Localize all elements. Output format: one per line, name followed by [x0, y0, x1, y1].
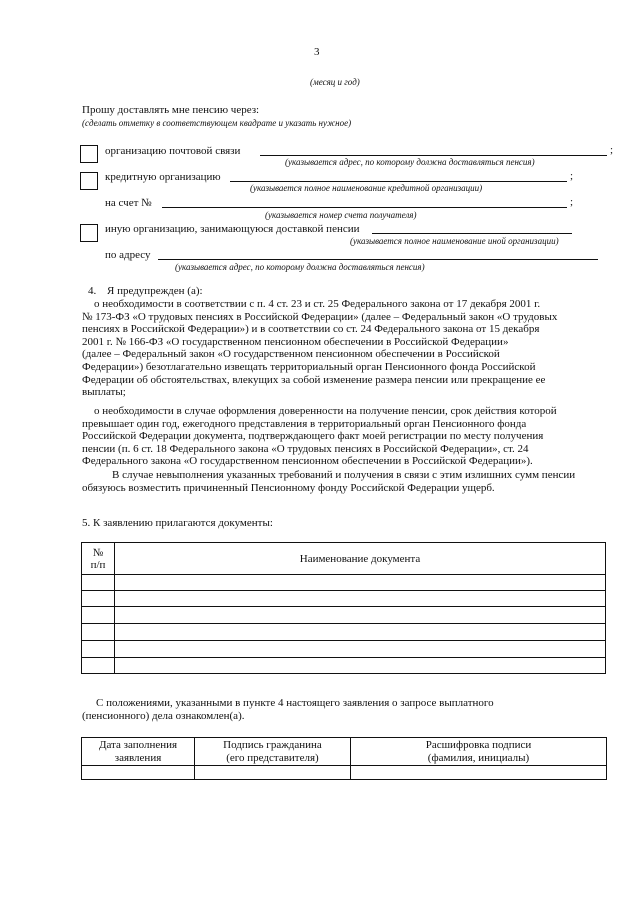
table-row: [82, 641, 606, 658]
col-name-header: Наименование документа: [115, 543, 606, 575]
account-hint: (указывается номер счета получателя): [265, 210, 417, 220]
credit-checkbox[interactable]: [80, 172, 98, 190]
account-semicolon: ;: [570, 196, 574, 208]
row-name-cell[interactable]: [115, 591, 606, 607]
table-row: [82, 575, 606, 591]
name-decoding-header-line1: Расшифровка подписи: [425, 738, 532, 751]
signature-header-line1: Подпись гражданина: [223, 738, 322, 751]
row-name-cell[interactable]: [115, 575, 606, 591]
text-line: пенсии (п. 6 ст. 18 Федерального закона «О трудовых пенсиях в Российской Федерации», ст. 24: [82, 442, 529, 455]
text-line: № 173-ФЗ «О трудовых пенсиях в Российской Федерации» (далее – Федеральный закон «О трудовых: [82, 310, 558, 323]
credit-label: кредитную организацию: [105, 171, 221, 183]
table-row: [82, 591, 606, 607]
signature-header: [195, 738, 351, 766]
acknowledgement: [82, 697, 608, 722]
other-org-checkbox[interactable]: [80, 224, 98, 242]
section4-paragraph1: [82, 298, 608, 399]
row-number-cell[interactable]: [82, 575, 115, 591]
signature-cell[interactable]: [195, 766, 351, 780]
name-decoding-header-line2: (фамилия, инициалы): [427, 751, 530, 764]
row-name-cell[interactable]: [115, 641, 606, 658]
text-line: превышает один год, ежегодного представления в территориальный орган Пенсионного фонда: [82, 417, 527, 430]
row-number-cell[interactable]: [82, 624, 115, 641]
post-address-field[interactable]: [260, 155, 607, 156]
section4-heading: Я предупрежден (а):: [107, 285, 203, 297]
delivery-intro: Прошу доставлять мне пенсию через:: [82, 104, 260, 116]
section5-heading: 5. К заявлению прилагаются документы:: [82, 517, 273, 529]
table-row: [82, 607, 606, 624]
table-row: [82, 624, 606, 641]
row-number-cell[interactable]: [82, 607, 115, 624]
post-label: организацию почтовой связи: [105, 145, 241, 157]
post-semicolon: ;: [610, 144, 614, 156]
credit-org-field[interactable]: [230, 181, 567, 182]
post-hint: (указывается адрес, по которому должна доставляться пенсия): [285, 157, 535, 167]
page-number: 3: [314, 46, 320, 58]
text-line: о необходимости в случае оформления доверенности на получение пенсии, срок действия которой: [94, 405, 557, 417]
signature-header-line2: (его представителя): [226, 751, 319, 764]
row-name-cell[interactable]: [115, 658, 606, 674]
text-line: пенсиях в Российской Федерации») и в соответствии со ст. 24 Федерального закона от 15 декабря: [82, 323, 540, 336]
text-line: 2001 г. № 166-ФЗ «О государственном пенсионном обеспечении в Российской Федерации»: [82, 335, 509, 348]
text-line: обязуюсь возместить причиненный Пенсионному фонду Российской Федерации ущерб.: [82, 481, 495, 494]
credit-hint: (указывается полное наименование кредитной организации): [250, 183, 483, 193]
row-number-cell[interactable]: [82, 641, 115, 658]
text-line: Федерального закона «О государственном пенсионном обеспечении в Российской Федерации»).: [82, 455, 533, 468]
credit-semicolon: ;: [570, 170, 574, 182]
name-decoding-cell[interactable]: [351, 766, 607, 780]
table-row: [82, 658, 606, 674]
date-cell[interactable]: [82, 766, 195, 780]
col-number-line1: №: [92, 546, 104, 559]
account-number-field[interactable]: [162, 207, 567, 208]
account-label: на счет №: [105, 197, 152, 209]
signature-table-header: [82, 738, 607, 766]
documents-table: [81, 542, 606, 674]
text-line: С положениями, указанными в пункте 4 настоящего заявления о запросе выплатного: [96, 697, 494, 709]
other-org-hint: (указывается полное наименование иной организации): [350, 236, 559, 246]
documents-table-header: [82, 543, 606, 575]
signature-table: [81, 737, 607, 780]
text-line: В случае невыполнения указанных требований и получения в связи с этим излишних сумм пенсии: [112, 469, 576, 481]
text-line: Федерации об обстоятельствах, влекущих за собой изменение размера пенсии или прекращение ее: [82, 373, 546, 386]
text-line: (пенсионного) дела ознакомлен(а).: [82, 709, 245, 722]
date-header-line2: заявления: [114, 751, 162, 764]
row-name-cell[interactable]: [115, 624, 606, 641]
address-label: по адресу: [105, 249, 151, 261]
month-year-hint: (месяц и год): [310, 77, 360, 87]
name-decoding-header: [351, 738, 607, 766]
date-header: [82, 738, 195, 766]
delivery-instruction: (сделать отметку в соответствующем квадрате и указать нужное): [82, 118, 352, 128]
address-field[interactable]: [158, 259, 598, 260]
address-hint: (указывается адрес, по которому должна доставляться пенсия): [175, 262, 425, 272]
text-line: выплаты;: [82, 386, 126, 399]
signature-row: [82, 766, 607, 780]
text-line: Федерации») безотлагательно извещать территориальный орган Пенсионного фонда Российской: [82, 360, 536, 373]
row-number-cell[interactable]: [82, 591, 115, 607]
row-number-cell[interactable]: [82, 658, 115, 674]
other-org-label: иную организацию, занимающуюся доставкой пенсии: [105, 223, 360, 235]
section4-number: 4.: [88, 285, 97, 297]
section4-paragraph3: [82, 469, 608, 494]
section4-paragraph2: [82, 405, 608, 468]
text-line: о необходимости в соответствии с п. 4 ст. 23 и ст. 25 Федерального закона от 17 декабря 2001 г.: [94, 298, 541, 310]
other-org-field[interactable]: [372, 233, 572, 234]
row-name-cell[interactable]: [115, 607, 606, 624]
post-checkbox[interactable]: [80, 145, 98, 163]
date-header-line1: Дата заполнения: [98, 738, 178, 751]
col-number-line2: п/п: [90, 558, 106, 571]
text-line: Российской Федерации документа, подтверждающего факт моей регистрации по месту получения: [82, 430, 544, 443]
text-line: (далее – Федеральный закон «О государственном пенсионном обеспечении в Российской: [82, 348, 500, 361]
col-number-header: [82, 543, 115, 575]
